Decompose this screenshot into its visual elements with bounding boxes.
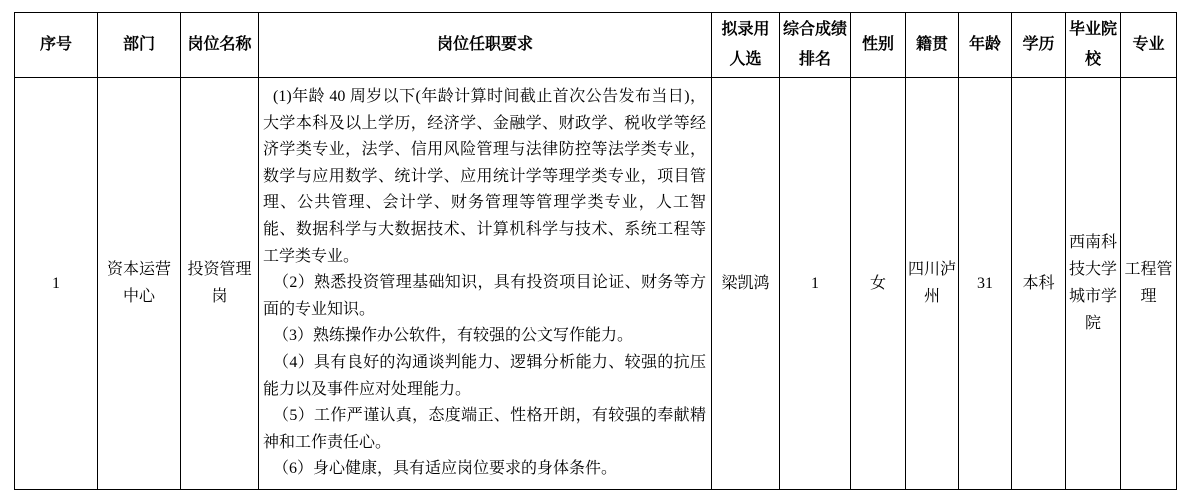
requirement-item: （6）身心健康，具有适应岗位要求的身体条件。: [273, 460, 618, 478]
cell-score-rank: 1: [780, 78, 851, 490]
cell-proposed-candidate: 梁凯鸿: [712, 78, 780, 490]
cell-position-name: 投资管理岗: [181, 78, 259, 490]
cell-education: 本科: [1012, 78, 1066, 490]
header-score-rank: 综合成绩排名: [780, 13, 851, 78]
header-gender: 性别: [851, 13, 906, 78]
cell-gender: 女: [851, 78, 906, 490]
header-department: 部门: [98, 13, 181, 78]
header-native-place: 籍贯: [906, 13, 959, 78]
header-row: [15, 13, 1177, 78]
header-major: 专业: [1121, 13, 1177, 78]
requirement-item: （4）具有良好的沟通谈判能力、逻辑分析能力、较强的抗压能力以及事件应对处理能力。: [263, 353, 706, 398]
recruitment-publicity-table: [14, 12, 1177, 490]
requirement-item: （2）熟悉投资管理基础知识，具有投资项目论证、财务等方面的专业知识。: [263, 274, 706, 318]
cell-native-place: 四川泸州: [906, 78, 959, 490]
cell-job-requirements: [259, 78, 712, 490]
requirement-item: (1)年龄 40 周岁以下(年龄计算时间截止首次公告发布当日)，大学本科及以上学历，经济学、金融学、财政学、税收学等经济学类专业，法学、信用风险管理与法律防控等法学类专业，数学与应用数学、统计学、应用统计学等理学类专业，项目管理、公共管理、会计学、财务管理等管理学类专业，人工智能、数据科学与大数据技术、计算机科学与技术、系统工程等工学类专业。: [263, 88, 706, 265]
table-row: [15, 78, 1177, 490]
header-proposed-candidate: 拟录用人选: [712, 13, 780, 78]
header-job-requirements: 岗位任职要求: [259, 13, 712, 78]
header-age: 年龄: [959, 13, 1012, 78]
cell-major: 工程管理: [1121, 78, 1177, 490]
cell-age: 31: [959, 78, 1012, 490]
header-serial-number: 序号: [15, 13, 98, 78]
header-graduate-school: 毕业院校: [1066, 13, 1121, 78]
cell-department: 资本运营中心: [98, 78, 181, 490]
header-position-name: 岗位名称: [181, 13, 259, 78]
requirement-item: （3）熟练操作办公软件，有较强的公文写作能力。: [273, 327, 634, 345]
cell-serial-number: 1: [15, 78, 98, 490]
cell-graduate-school: 西南科技大学城市学院: [1066, 78, 1121, 490]
header-education: 学历: [1012, 13, 1066, 78]
requirement-item: （5）工作严谨认真，态度端正、性格开朗，有较强的奉献精神和工作责任心。: [263, 407, 706, 451]
